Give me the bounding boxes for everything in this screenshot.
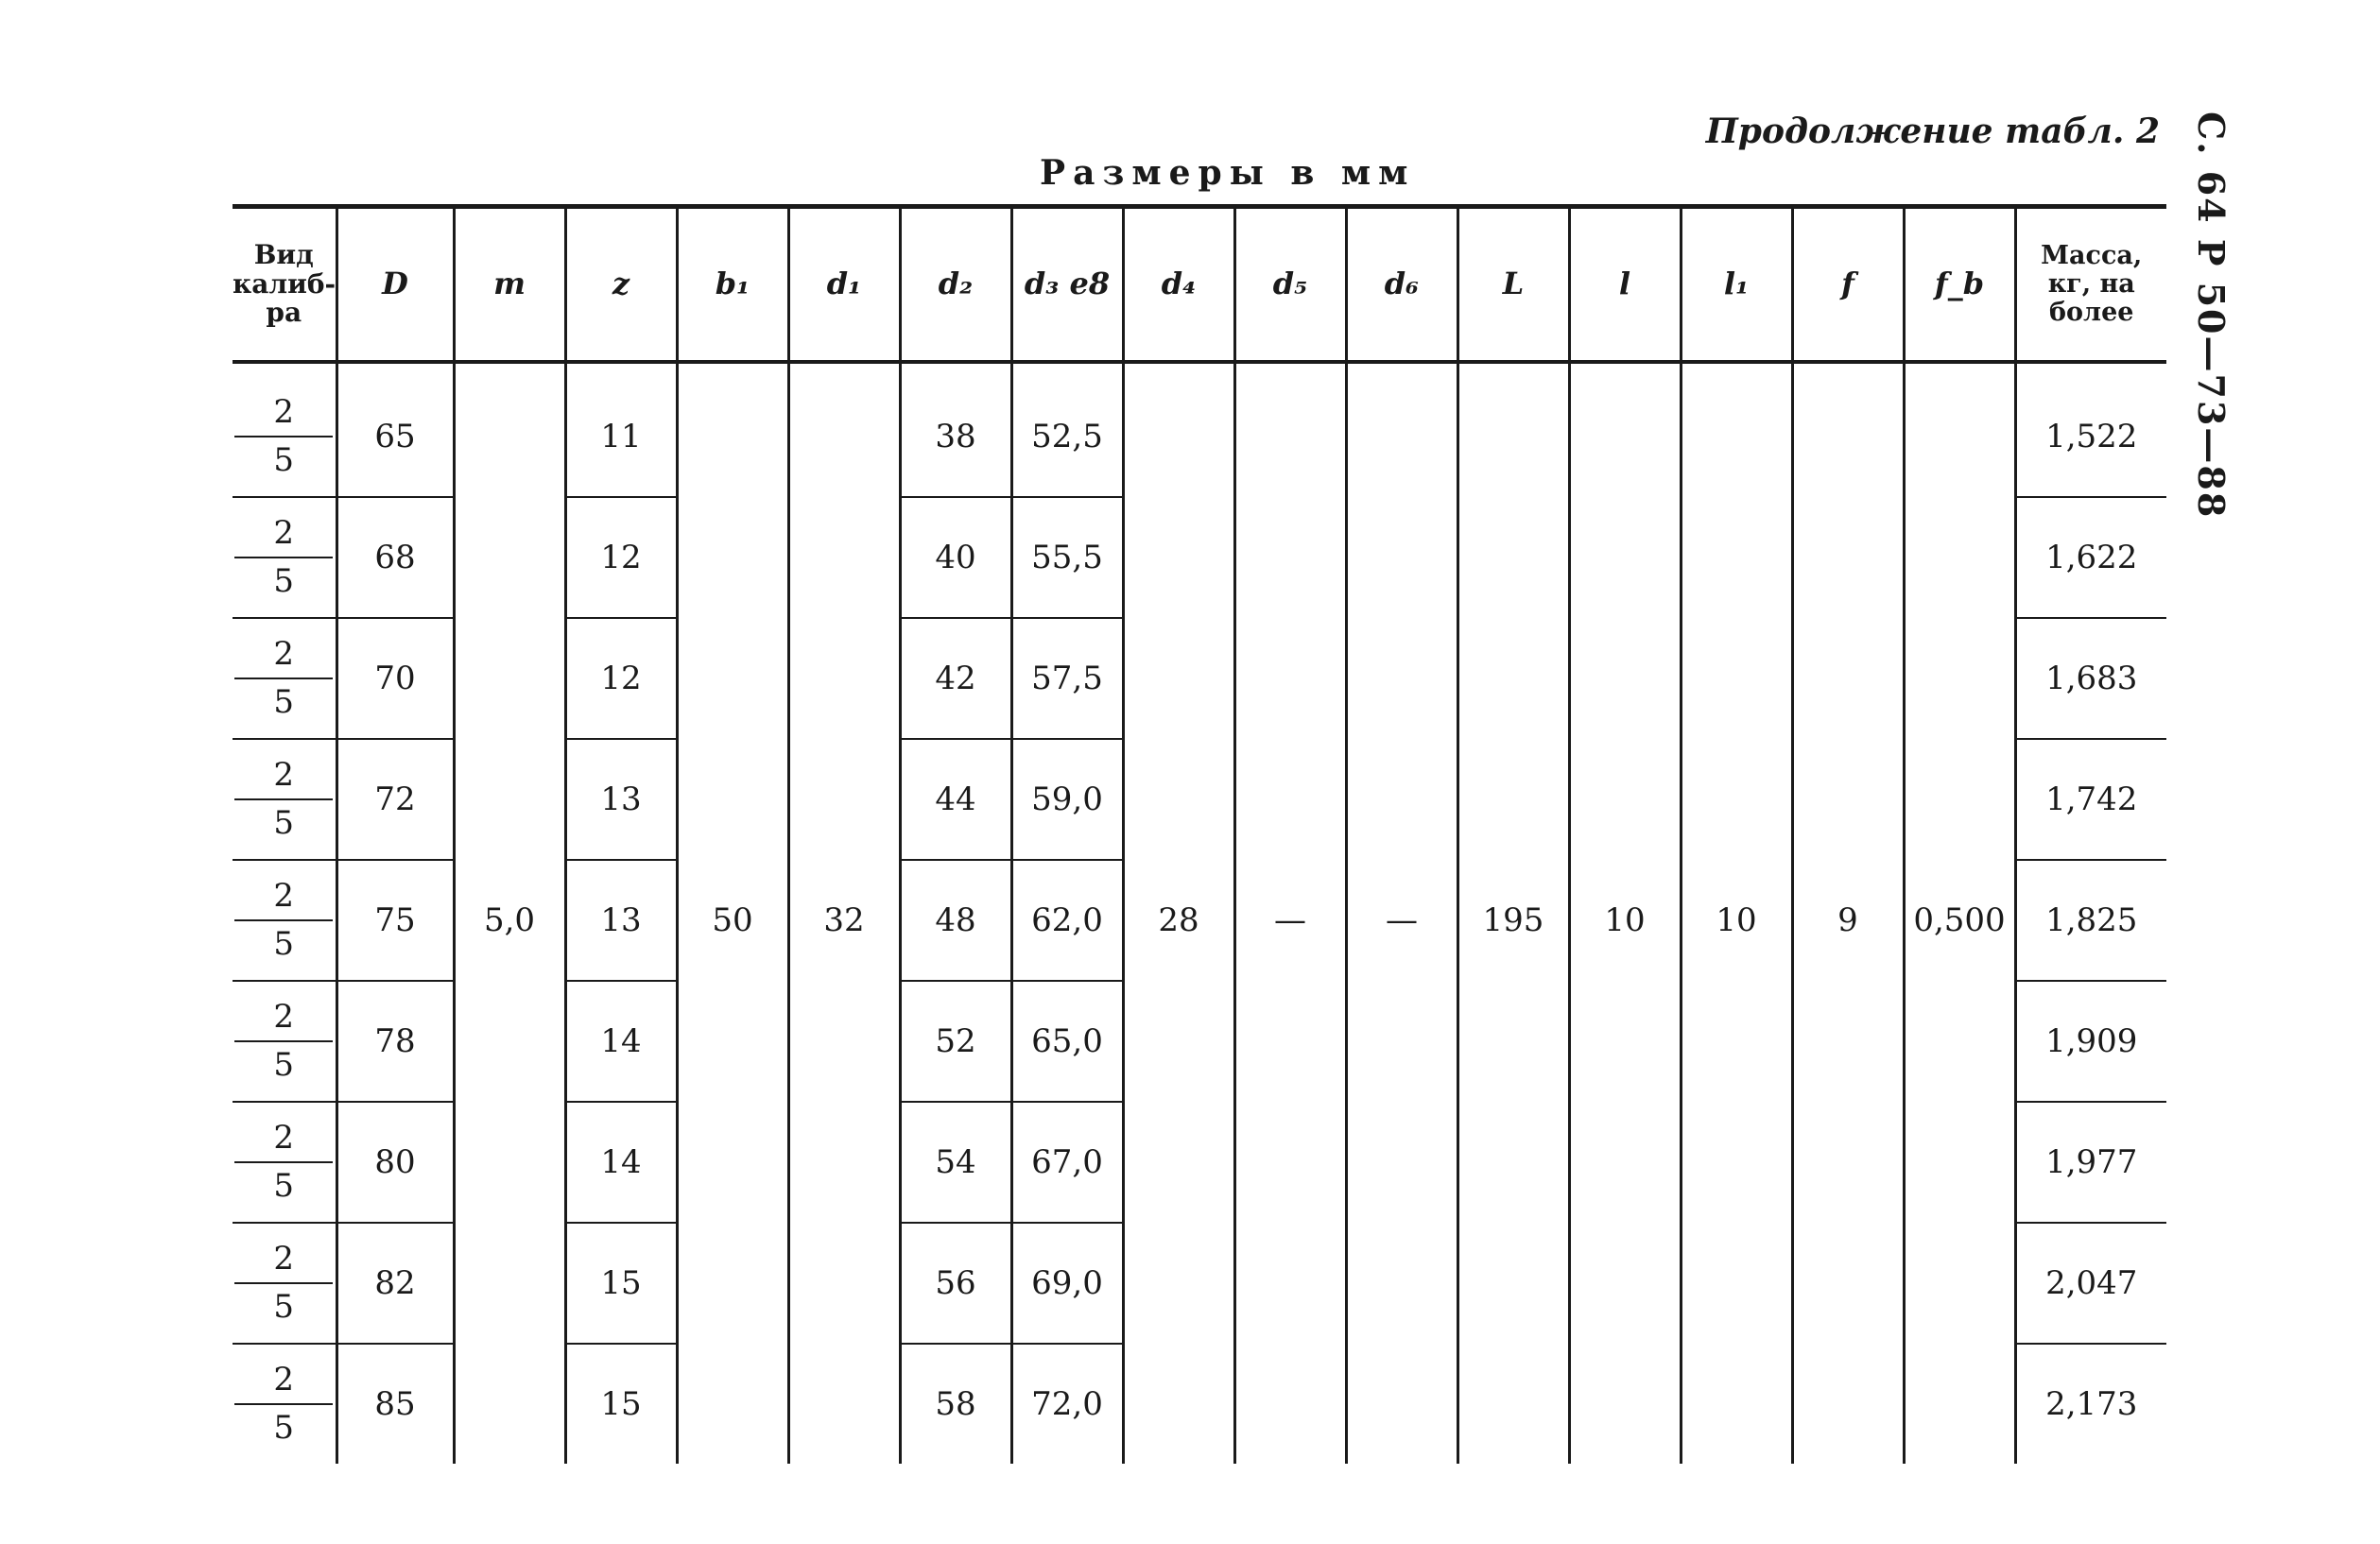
cell-d2: 48 <box>900 860 1011 981</box>
col-m: m <box>454 207 565 363</box>
cell-D: 80 <box>336 1102 454 1223</box>
cell-d3: 62,0 <box>1011 860 1123 981</box>
vid-denominator: 5 <box>273 441 295 479</box>
cell-d3: 67,0 <box>1011 1102 1123 1223</box>
cell-D: 82 <box>336 1223 454 1344</box>
col-l1: l₁ <box>1681 207 1792 363</box>
cell-d5-shared: — <box>1234 362 1346 1464</box>
cell-fb-shared: 0,500 <box>1904 362 2015 1464</box>
cell-d2: 42 <box>900 618 1011 739</box>
col-d1: d₁ <box>788 207 900 363</box>
cell-z: 12 <box>565 497 677 618</box>
cell-D: 75 <box>336 860 454 981</box>
cell-d3: 69,0 <box>1011 1223 1123 1344</box>
vid-fraction <box>234 877 333 964</box>
units-label: Размеры в мм <box>1040 153 1416 193</box>
cell-D: 72 <box>336 739 454 860</box>
cell-mass: 1,825 <box>2015 860 2166 981</box>
page-code-text: С. 64 Р 50—73—88 <box>2190 112 2233 520</box>
cell-m-shared: 5,0 <box>454 362 565 1464</box>
header-row <box>233 207 2166 363</box>
vid-denominator: 5 <box>273 1409 295 1447</box>
col-z: z <box>565 207 677 363</box>
cell-d3: 72,0 <box>1011 1344 1123 1464</box>
col-mass: Масса, кг, на более <box>2015 207 2166 363</box>
vid-denominator: 5 <box>273 804 295 842</box>
vid-fraction <box>234 1119 333 1206</box>
cell-z: 13 <box>565 860 677 981</box>
cell-D: 65 <box>336 362 454 497</box>
cell-d2: 56 <box>900 1223 1011 1344</box>
cell-d2: 52 <box>900 981 1011 1102</box>
cell-mass: 1,622 <box>2015 497 2166 618</box>
vid-fraction <box>234 514 333 601</box>
cell-z: 12 <box>565 618 677 739</box>
col-b1: b₁ <box>677 207 788 363</box>
vid-fraction <box>234 1240 333 1327</box>
cell-D: 70 <box>336 618 454 739</box>
col-d5: d₅ <box>1234 207 1346 363</box>
cell-d6-shared: — <box>1346 362 1457 1464</box>
vid-fraction <box>234 998 333 1085</box>
col-D: D <box>336 207 454 363</box>
cell-d2: 40 <box>900 497 1011 618</box>
cell-mass: 2,047 <box>2015 1223 2166 1344</box>
cell-d2: 54 <box>900 1102 1011 1223</box>
cell-z: 15 <box>565 1223 677 1344</box>
col-l: l <box>1569 207 1681 363</box>
vid-numerator: 2 <box>234 514 333 558</box>
vid-cell <box>233 1223 336 1344</box>
cell-d2: 44 <box>900 739 1011 860</box>
vid-numerator: 2 <box>234 998 333 1042</box>
vid-numerator: 2 <box>234 756 333 800</box>
cell-l1-shared: 10 <box>1681 362 1792 1464</box>
col-f: f <box>1792 207 1904 363</box>
cell-f-shared: 9 <box>1792 362 1904 1464</box>
cell-b1-shared: 50 <box>677 362 788 1464</box>
vid-numerator: 2 <box>234 635 333 679</box>
cell-mass: 1,977 <box>2015 1102 2166 1223</box>
cell-mass: 1,522 <box>2015 362 2166 497</box>
vid-denominator: 5 <box>273 1167 295 1205</box>
vid-numerator: 2 <box>234 1240 333 1284</box>
cell-d1-shared: 32 <box>788 362 900 1464</box>
vid-fraction <box>234 756 333 843</box>
cell-mass: 1,742 <box>2015 739 2166 860</box>
col-d3: d₃ e8 <box>1011 207 1123 363</box>
vid-numerator: 2 <box>234 877 333 921</box>
vid-fraction <box>234 635 333 722</box>
vid-cell <box>233 618 336 739</box>
vid-cell <box>233 497 336 618</box>
cell-z: 14 <box>565 981 677 1102</box>
cell-d4-shared: 28 <box>1123 362 1234 1464</box>
cell-d3: 55,5 <box>1011 497 1123 618</box>
col-fb: f_b <box>1904 207 2015 363</box>
cell-z: 15 <box>565 1344 677 1464</box>
col-vid-kalibra: Вид калиб-ра <box>233 238 336 329</box>
cell-z: 11 <box>565 362 677 497</box>
page-code <box>2172 112 2248 520</box>
dimensions-table <box>233 204 2166 1464</box>
vid-denominator: 5 <box>273 683 295 721</box>
cell-l-shared: 10 <box>1569 362 1681 1464</box>
cell-z: 14 <box>565 1102 677 1223</box>
cell-mass: 2,173 <box>2015 1344 2166 1464</box>
cell-L-shared: 195 <box>1457 362 1569 1464</box>
cell-z: 13 <box>565 739 677 860</box>
cell-d2: 38 <box>900 362 1011 497</box>
vid-fraction <box>234 393 333 480</box>
cell-mass: 1,683 <box>2015 618 2166 739</box>
vid-cell <box>233 981 336 1102</box>
vid-denominator: 5 <box>273 1288 295 1326</box>
vid-numerator: 2 <box>234 1119 333 1163</box>
cell-D: 85 <box>336 1344 454 1464</box>
table-row <box>233 362 2166 497</box>
continuation-label: Продолжение табл. 2 <box>1705 112 2160 151</box>
vid-denominator: 5 <box>273 562 295 600</box>
cell-d3: 65,0 <box>1011 981 1123 1102</box>
vid-numerator: 2 <box>234 1361 333 1405</box>
col-d4: d₄ <box>1123 207 1234 363</box>
vid-cell <box>233 739 336 860</box>
cell-d3: 59,0 <box>1011 739 1123 860</box>
vid-fraction <box>234 1361 333 1448</box>
vid-cell <box>233 1102 336 1223</box>
cell-D: 78 <box>336 981 454 1102</box>
vid-denominator: 5 <box>273 1046 295 1084</box>
vid-cell <box>233 860 336 981</box>
cell-mass: 1,909 <box>2015 981 2166 1102</box>
cell-d3: 52,5 <box>1011 362 1123 497</box>
vid-denominator: 5 <box>273 925 295 963</box>
vid-cell <box>233 1344 336 1464</box>
col-L: L <box>1457 207 1569 363</box>
cell-d3: 57,5 <box>1011 618 1123 739</box>
vid-cell <box>233 362 336 497</box>
vid-numerator: 2 <box>234 393 333 437</box>
cell-D: 68 <box>336 497 454 618</box>
cell-d2: 58 <box>900 1344 1011 1464</box>
col-d6: d₆ <box>1346 207 1457 363</box>
col-d2: d₂ <box>900 207 1011 363</box>
